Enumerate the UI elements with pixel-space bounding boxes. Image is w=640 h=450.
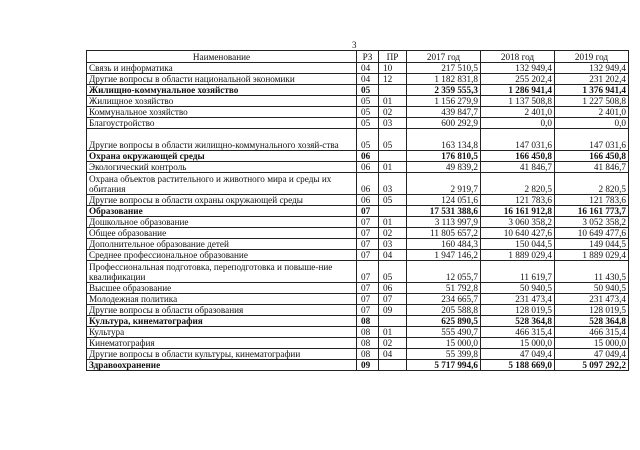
row-value-2018: 0,0 — [481, 118, 555, 129]
row-rz: 06 — [357, 162, 379, 173]
row-value-2018: 2 820,5 — [481, 173, 555, 195]
row-rz: 05 — [357, 129, 379, 151]
row-value-2018: 466 315,4 — [481, 327, 555, 338]
row-name: Профессиональная подготовка, переподготовка и повыше-ние квалификации — [87, 261, 357, 283]
row-rz: 05 — [357, 85, 379, 96]
row-value-2018: 50 940,5 — [481, 283, 555, 294]
row-pr: 02 — [379, 228, 407, 239]
row-value-2017: 439 847,7 — [407, 107, 481, 118]
row-pr — [379, 206, 407, 217]
table-row — [87, 228, 629, 239]
row-value-2018: 10 640 427,6 — [481, 228, 555, 239]
row-pr: 07 — [379, 294, 407, 305]
row-name: Другие вопросы в области охраны окружающей среды — [87, 195, 357, 206]
row-rz: 07 — [357, 206, 379, 217]
table-row — [87, 74, 629, 85]
row-rz: 08 — [357, 316, 379, 327]
row-value-2019: 1 376 941,4 — [555, 85, 629, 96]
row-name: Другие вопросы в области национальной экономики — [87, 74, 357, 85]
row-value-2017: 217 510,5 — [407, 63, 481, 74]
row-name: Другие вопросы в области жилищно-коммунального хозяй-ства — [87, 129, 357, 151]
row-value-2017: 15 000,0 — [407, 338, 481, 349]
row-rz: 07 — [357, 261, 379, 283]
row-pr: 02 — [379, 107, 407, 118]
row-value-2019: 47 049,4 — [555, 349, 629, 360]
row-value-2019: 41 846,7 — [555, 162, 629, 173]
row-value-2017: 11 805 657,2 — [407, 228, 481, 239]
row-value-2018: 132 949,4 — [481, 63, 555, 74]
header-2017: 2017 год — [407, 51, 481, 63]
table-row — [87, 63, 629, 74]
row-value-2019: 5 097 292,2 — [555, 360, 629, 371]
row-name: Дошкольное образование — [87, 217, 357, 228]
row-value-2019: 2 820,5 — [555, 173, 629, 195]
row-pr — [379, 151, 407, 162]
row-pr — [379, 85, 407, 96]
row-pr: 01 — [379, 327, 407, 338]
row-pr: 04 — [379, 250, 407, 261]
table-row — [87, 96, 629, 107]
row-name: Экологический контроль — [87, 162, 357, 173]
row-value-2017: 55 399,8 — [407, 349, 481, 360]
row-pr: 10 — [379, 63, 407, 74]
table-row — [87, 129, 629, 151]
row-value-2018: 255 202,4 — [481, 74, 555, 85]
page-number: 3 — [352, 40, 357, 50]
row-value-2019: 231 473,4 — [555, 294, 629, 305]
row-value-2018: 5 188 669,0 — [481, 360, 555, 371]
table-row — [87, 239, 629, 250]
row-value-2018: 121 783,6 — [481, 195, 555, 206]
row-value-2017: 17 531 388,6 — [407, 206, 481, 217]
row-value-2017: 205 588,8 — [407, 305, 481, 316]
row-value-2019: 16 161 773,7 — [555, 206, 629, 217]
row-name: Коммунальное хозяйство — [87, 107, 357, 118]
row-pr: 12 — [379, 74, 407, 85]
row-value-2018: 15 000,0 — [481, 338, 555, 349]
row-value-2018: 41 846,7 — [481, 162, 555, 173]
row-pr: 03 — [379, 173, 407, 195]
row-name: Среднее профессиональное образование — [87, 250, 357, 261]
row-name: Образование — [87, 206, 357, 217]
table-row — [87, 107, 629, 118]
table-row — [87, 217, 629, 228]
table-row — [87, 151, 629, 162]
row-name: Связь и информатика — [87, 63, 357, 74]
row-value-2018: 128 019,5 — [481, 305, 555, 316]
row-pr: 03 — [379, 118, 407, 129]
row-value-2018: 3 060 358,2 — [481, 217, 555, 228]
table-row — [87, 338, 629, 349]
row-value-2017: 163 134,8 — [407, 129, 481, 151]
row-name: Высшее образование — [87, 283, 357, 294]
row-value-2019: 15 000,0 — [555, 338, 629, 349]
row-value-2019: 121 783,6 — [555, 195, 629, 206]
row-value-2017: 625 890,5 — [407, 316, 481, 327]
row-value-2018: 166 450,8 — [481, 151, 555, 162]
row-value-2017: 1 156 279,9 — [407, 96, 481, 107]
row-pr: 09 — [379, 305, 407, 316]
table-row — [87, 85, 629, 96]
row-value-2019: 528 364,8 — [555, 316, 629, 327]
row-name: Охрана объектов растительного и животного мира и среды их обитания — [87, 173, 357, 195]
row-name: Жилищное хозяйство — [87, 96, 357, 107]
row-rz: 06 — [357, 151, 379, 162]
table-row — [87, 250, 629, 261]
row-rz: 04 — [357, 63, 379, 74]
row-name: Охрана окружающей среды — [87, 151, 357, 162]
row-value-2019: 466 315,4 — [555, 327, 629, 338]
row-name: Другие вопросы в области образования — [87, 305, 357, 316]
table-row — [87, 162, 629, 173]
row-name: Культура — [87, 327, 357, 338]
header-2018: 2018 год — [481, 51, 555, 63]
row-value-2018: 150 044,5 — [481, 239, 555, 250]
table-body — [87, 63, 629, 371]
row-pr: 06 — [379, 283, 407, 294]
table-row — [87, 327, 629, 338]
row-value-2019: 1 227 508,8 — [555, 96, 629, 107]
table-row — [87, 360, 629, 371]
row-value-2018: 1 137 508,8 — [481, 96, 555, 107]
row-value-2017: 2 359 555,3 — [407, 85, 481, 96]
header-rz: РЗ — [357, 51, 379, 63]
header-name: Наименование — [87, 51, 357, 63]
row-value-2017: 1 182 831,8 — [407, 74, 481, 85]
row-value-2017: 176 810,5 — [407, 151, 481, 162]
row-name: Общее образование — [87, 228, 357, 239]
table-header-row — [87, 51, 629, 63]
row-rz: 08 — [357, 349, 379, 360]
table-row — [87, 261, 629, 283]
row-name: Благоустройство — [87, 118, 357, 129]
row-value-2017: 3 113 997,9 — [407, 217, 481, 228]
table-row — [87, 305, 629, 316]
row-name: Другие вопросы в области культуры, кинематографии — [87, 349, 357, 360]
table-row — [87, 206, 629, 217]
row-rz: 09 — [357, 360, 379, 371]
row-value-2019: 3 052 358,2 — [555, 217, 629, 228]
row-rz: 06 — [357, 195, 379, 206]
row-pr: 05 — [379, 195, 407, 206]
row-value-2019: 11 430,5 — [555, 261, 629, 283]
row-value-2018: 231 473,4 — [481, 294, 555, 305]
header-2019: 2019 год — [555, 51, 629, 63]
row-name: Молодежная политика — [87, 294, 357, 305]
row-value-2019: 10 649 477,6 — [555, 228, 629, 239]
row-name: Дополнительное образование детей — [87, 239, 357, 250]
table-row — [87, 349, 629, 360]
row-value-2017: 555 490,7 — [407, 327, 481, 338]
row-rz: 07 — [357, 217, 379, 228]
row-rz: 05 — [357, 96, 379, 107]
row-value-2018: 147 031,6 — [481, 129, 555, 151]
row-name: Кинематография — [87, 338, 357, 349]
row-value-2017: 1 947 146,2 — [407, 250, 481, 261]
row-pr: 04 — [379, 349, 407, 360]
row-value-2017: 160 484,3 — [407, 239, 481, 250]
row-pr — [379, 316, 407, 327]
row-name: Жилищно-коммунальное хозяйство — [87, 85, 357, 96]
row-rz: 07 — [357, 305, 379, 316]
row-rz: 07 — [357, 239, 379, 250]
row-name: Здравоохранение — [87, 360, 357, 371]
row-value-2017: 234 665,7 — [407, 294, 481, 305]
row-rz: 08 — [357, 327, 379, 338]
row-value-2019: 50 940,5 — [555, 283, 629, 294]
row-value-2019: 2 401,0 — [555, 107, 629, 118]
row-pr: 02 — [379, 338, 407, 349]
row-value-2017: 5 717 994,6 — [407, 360, 481, 371]
row-pr: 01 — [379, 217, 407, 228]
row-value-2017: 2 919,7 — [407, 173, 481, 195]
row-value-2019: 1 889 029,4 — [555, 250, 629, 261]
row-value-2019: 0,0 — [555, 118, 629, 129]
table-row — [87, 316, 629, 327]
row-value-2017: 124 051,6 — [407, 195, 481, 206]
row-rz: 06 — [357, 173, 379, 195]
row-value-2017: 51 792,8 — [407, 283, 481, 294]
row-value-2017: 12 055,7 — [407, 261, 481, 283]
row-value-2017: 49 839,2 — [407, 162, 481, 173]
row-pr: 05 — [379, 129, 407, 151]
table-row — [87, 195, 629, 206]
row-rz: 08 — [357, 338, 379, 349]
row-value-2019: 128 019,5 — [555, 305, 629, 316]
row-value-2018: 528 364,8 — [481, 316, 555, 327]
table-row — [87, 283, 629, 294]
row-value-2019: 147 031,6 — [555, 129, 629, 151]
row-pr: 05 — [379, 261, 407, 283]
row-value-2019: 231 202,4 — [555, 74, 629, 85]
row-rz: 07 — [357, 250, 379, 261]
budget-table — [86, 50, 629, 371]
row-pr — [379, 360, 407, 371]
row-value-2019: 166 450,8 — [555, 151, 629, 162]
row-value-2018: 1 286 941,4 — [481, 85, 555, 96]
row-value-2019: 132 949,4 — [555, 63, 629, 74]
row-pr: 01 — [379, 162, 407, 173]
row-rz: 07 — [357, 294, 379, 305]
row-value-2018: 1 889 029,4 — [481, 250, 555, 261]
row-value-2018: 16 161 912,8 — [481, 206, 555, 217]
row-pr: 03 — [379, 239, 407, 250]
row-value-2019: 149 044,5 — [555, 239, 629, 250]
row-value-2018: 47 049,4 — [481, 349, 555, 360]
table-row — [87, 294, 629, 305]
row-value-2018: 11 619,7 — [481, 261, 555, 283]
row-rz: 07 — [357, 228, 379, 239]
row-pr: 01 — [379, 96, 407, 107]
table-row — [87, 118, 629, 129]
row-rz: 04 — [357, 74, 379, 85]
header-pr: ПР — [379, 51, 407, 63]
row-rz: 05 — [357, 107, 379, 118]
row-rz: 05 — [357, 118, 379, 129]
row-name: Культура, кинематография — [87, 316, 357, 327]
row-rz: 07 — [357, 283, 379, 294]
table-row — [87, 173, 629, 195]
row-value-2018: 2 401,0 — [481, 107, 555, 118]
row-value-2017: 600 292,9 — [407, 118, 481, 129]
